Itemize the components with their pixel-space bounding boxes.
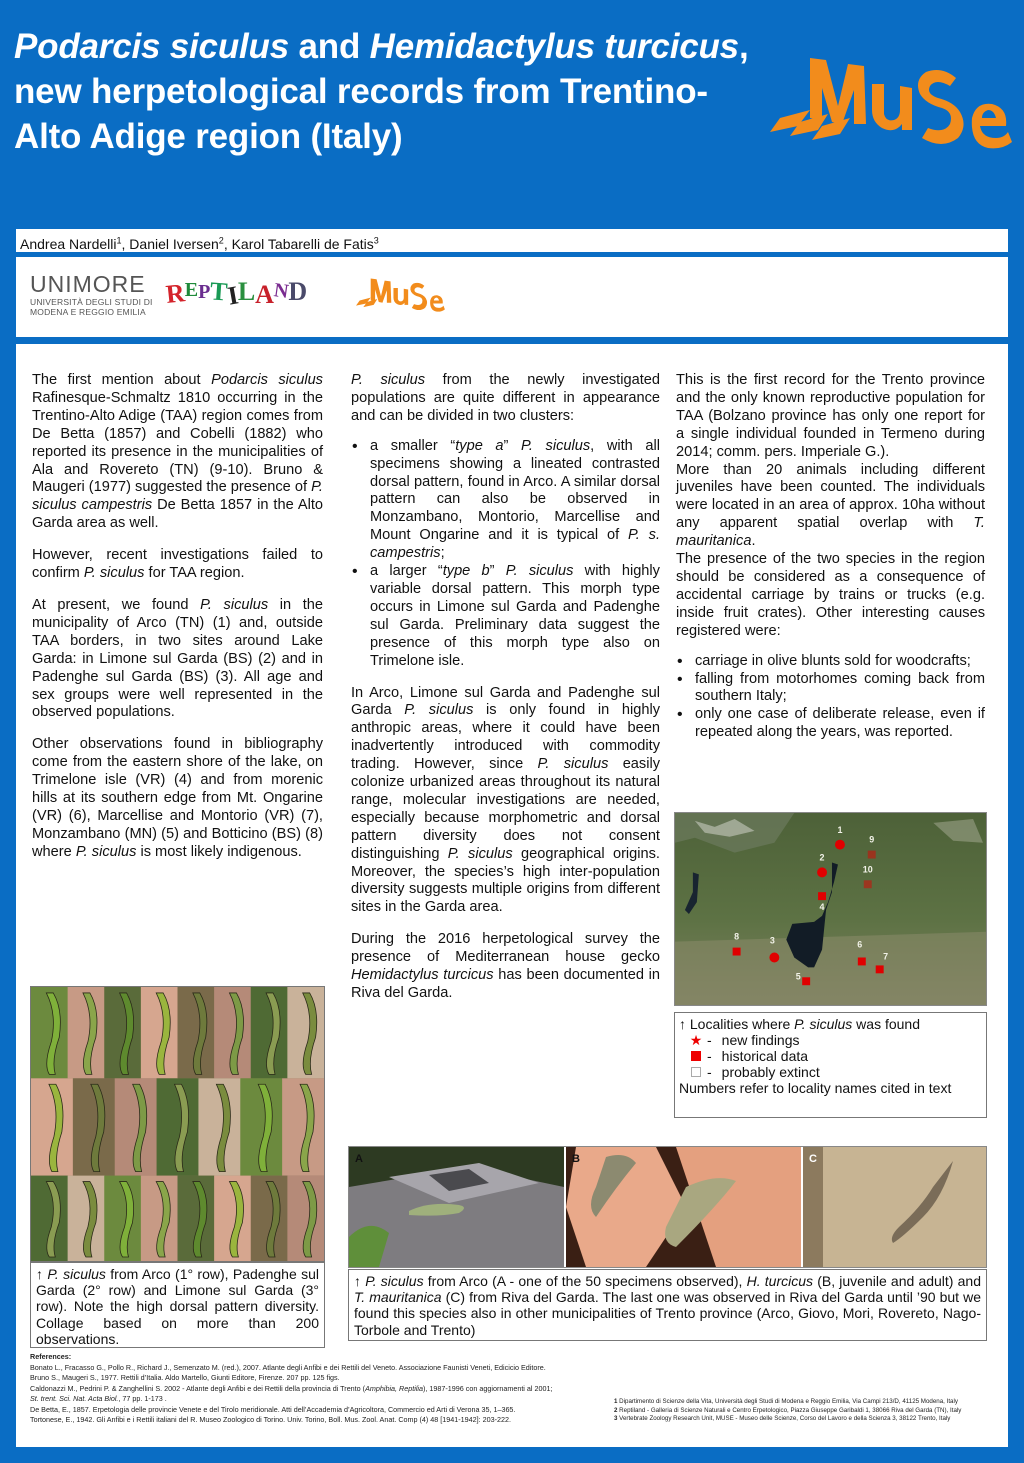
- map-marker-label: 3: [769, 935, 775, 946]
- map-marker-label: 6: [857, 939, 863, 950]
- photo-b-hemidactylus: [566, 1147, 801, 1267]
- collage-caption: ↑ P. siculus from Arco (1° row), Padenghe sul Garda (2° row) and Limone sul Garda (3° row). Note the high dorsal pattern diversity. Collage based on more than 200 observations.: [30, 1262, 325, 1348]
- reptiland-logo: REPTILAND: [164, 276, 308, 311]
- author-2: Daniel Iversen$^2$,: [129, 235, 232, 252]
- affiliation-3: 3 Vertebrate Zoology Research Unit, MUSE - Museo delle Scienze, Corso del Lavoro e della Scienza 3, 38122 Trento, Italy: [614, 1415, 951, 1422]
- cluster-type-b: • a larger “type b” P. siculus with highly variable dorsal pattern. This morph type occurs in Limone sul Garda and Padenghe sul Garda. Preliminary data suggest the presence of this morph type also on Trimelone isle.: [351, 563, 660, 670]
- other-observations-paragraph: Other observations found in bibliography come from the eastern shore of the lake, on Trimelone isle (VR) (4) and from morenic hills at its southern edge from Mt. Ongarine (VR) (6), Marcellise and Montorio (VR) (7), Monzambano (MN) (5) and Botticino (BS) (8) where P. siculus is most likely indigenous.: [32, 736, 323, 860]
- legend-probably-extinct: - probably extinct: [679, 1064, 982, 1080]
- affiliation-1: 1 Dipartimento di Scienze della Vita, Università degli Studi di Modena e Reggio Emilia, Via Campi 213/D, 41125 Modena, Italy: [614, 1398, 958, 1405]
- legend-note: Numbers refer to locality names cited in text: [679, 1080, 952, 1096]
- photo-b-image: [566, 1147, 801, 1267]
- filled-square-icon: [691, 1051, 701, 1061]
- title-species-1: Podarcis siculus: [14, 27, 289, 66]
- photo-a-podarcis: [349, 1147, 564, 1267]
- clusters-list: [351, 438, 660, 671]
- lizard-collage-image: [30, 986, 325, 1262]
- animals-counted-paragraph: More than 20 animals including different juveniles have been counted. The individuals were located in an area of approx. 10ha without any apparent spatial overlap with T. mauritanica.: [676, 461, 985, 550]
- logo-bar: [16, 257, 1008, 337]
- anthropic-areas-paragraph: In Arco, Limone sul Garda and Padenghe sul Garda P. siculus is only found in highly anthropic areas, where it could have been inadvertently introduced with commodity trading. However, since P. siculus easily colonize urbanized areas throughout its natural range, molecular investigations are needed, especially because morphometric and dorsal pattern diversity does not consent distinguishing P. siculus geographical origins. Moreover, the species’s high inter-population diversity suggests multiple origins from different sites in the Garda area.: [351, 684, 660, 916]
- photo-label-b: B: [572, 1153, 580, 1165]
- authors-bar: [16, 229, 1008, 252]
- legend-title: ↑ Localities where P. siculus was found: [679, 1016, 920, 1032]
- cause-item: • falling from motorhomes coming back from southern Italy;: [676, 671, 985, 707]
- map-marker-label: 10: [862, 864, 873, 875]
- references: [30, 1352, 590, 1426]
- map-marker-8: [733, 948, 741, 956]
- photo-c-tarentola: [803, 1147, 986, 1267]
- gecko-survey-paragraph: During the 2016 herpetological survey the presence of Mediterranean house gecko Hemidactylus turcicus has been documented in Riva del Garda.: [351, 931, 660, 1001]
- author-1: Andrea Nardelli$^1$,: [20, 235, 130, 252]
- reference-item: Tortonese, E., 1942. Gli Anfibi e i Rettili italiani del R. Museo Zoologico di Torino. Univ. Torino, Boll. Mus. Zool. Anat. Comp (4) 48 [1941-1942]: 203-222.: [30, 1415, 512, 1424]
- map-marker-10: [864, 880, 872, 888]
- legend-historical-data: - historical data: [679, 1048, 982, 1064]
- map-marker-3: [769, 953, 779, 963]
- failed-confirmation-paragraph: However, recent investigations failed to confirm P. siculus for TAA region.: [32, 547, 323, 582]
- cluster-type-a: • a smaller “type a” P. siculus, with all specimens showing a lineated contrasted dorsal pattern, found in Arco. A similar dorsal pattern can also be observed in Monzambano, Montorio, Marcellise and Mount Ongarine and it is typical of P. s. campestris;: [351, 438, 660, 563]
- cause-item: • carriage in olive blunts sold for woodcrafts;: [676, 653, 985, 671]
- first-record-paragraph: This is the first record for the Trento province and the only known reproductive population for TAA (Bolzano province has only one report for a single individual founded in Termeno during 2014; comm. pers. Imperiale G.).: [676, 372, 985, 460]
- photo-a-image: [349, 1147, 564, 1267]
- present-findings-paragraph: At present, we found P. siculus in the municipality of Arco (TN) (1) and, outside TAA borders, in two sites around Lake Garda: in Limone sul Garda (BS) (2) and in Padenghe sul Garda (BS) (3). All age and sex groups were well represented in the observed populations.: [32, 596, 323, 721]
- affiliation-2: 2 Reptiland - Galleria di Scienze Naturali e Centro Erpetologico, Piazza Giuseppe Garibaldi 1, 38066 Riva del Garda (TN), Italy: [614, 1406, 962, 1414]
- photo-strip-caption: ↑ P. siculus from Arco (A - one of the 50 specimens observed), H. turcicus (B, juvenile and adult) and T. mauritanica (C) from Riva del Garda. The last one was observed in Riva del Garda until ’90 but we found this species also in other municipalities of Trento province (Arco, Giovo, Mori, Rovereto, Nago-Torbole and Trento): [348, 1269, 987, 1341]
- map-marker-label: 1: [837, 824, 843, 835]
- title-species-2: Hemidactylus turcicus: [369, 27, 739, 66]
- title-rest: , new herpetological records from Trentino-Alto Adige region (Italy): [14, 27, 749, 156]
- map-marker-2: [817, 867, 827, 877]
- poster-title: [14, 24, 754, 159]
- carriage-paragraph: The presence of the two species in the region should be considered as a consequence of accidental carriage by trains or trucks (e.g. inside fruit crates). Other interesting causes registered were:: [676, 551, 985, 639]
- reference-item: Caldonazzi M., Pedrini P. & Zanghellini S. 2002 - Atlante degli Anfibi e dei Rettili della provincia di Trento (Amphibia, Reptilia), 1987-1996 con aggiornamenti al 2001;: [30, 1383, 553, 1393]
- column-2: [351, 372, 660, 1017]
- map-marker-1: [835, 840, 845, 850]
- map-legend: [674, 1012, 987, 1118]
- map-marker-label: 4: [819, 902, 825, 912]
- muse-logo-large: [770, 48, 1015, 158]
- reference-item: Bruno S., Maugeri S., 1977. Rettili d’Italia. Aldo Martello, Giunti Editore, Firenze. 207 pp. 125 figs.: [30, 1373, 340, 1382]
- photo-label-a: A: [355, 1153, 363, 1165]
- cause-item: • only one case of deliberate release, even if repeated along the years, was reported.: [676, 706, 985, 742]
- map-marker-label: 7: [883, 951, 889, 962]
- causes-list: [676, 653, 985, 743]
- column-3: [676, 372, 985, 756]
- intro-paragraph: The first mention about Podarcis siculus Rafinesque-Schmaltz 1810 occurring in the Trentino-Alto Adige (TAA) region comes from De Betta (1857) and Cobelli (1882) who reported its presence in the municipalities of Ala and Rovereto (TN) (9-10). Bruno & Maugeri (1977) suggested the presence of P. siculus campestris De Betta 1857 in the Alto Garda area as well.: [32, 372, 324, 532]
- map-marker-label: 9: [869, 834, 875, 845]
- map-marker-label: 2: [819, 852, 825, 863]
- star-icon: ★: [689, 1032, 703, 1048]
- muse-logo-small: [356, 271, 446, 319]
- empty-square-icon: [691, 1067, 701, 1077]
- map-marker-6: [858, 957, 866, 965]
- column-1: [32, 372, 323, 876]
- reference-item: De Betta, E., 1857. Erpetologia delle provincie Venete e del Tirolo meridionale. Atti dell’Accademia d’Agricoltora, Commercio ed Arti di Verona 35, 1–365.: [30, 1404, 516, 1414]
- photo-label-c: C: [809, 1153, 817, 1165]
- species-photo-strip: [348, 1146, 987, 1268]
- clusters-paragraph: P. siculus from the newly investigated populations are quite different in appearance and can be divided in two clusters:: [351, 372, 660, 424]
- garda-locality-map: [674, 812, 987, 1006]
- legend-new-findings: ★ - new findings: [679, 1032, 982, 1048]
- map-marker-label: 8: [734, 931, 740, 942]
- map-marker-4: [818, 892, 826, 900]
- map-marker-7: [876, 965, 884, 973]
- map-marker-5: [802, 977, 810, 985]
- map-marker-9: [868, 851, 876, 859]
- title-and: and: [288, 27, 370, 66]
- poster-body: [16, 344, 1008, 1447]
- reference-item: St. trent. Sci. Nat. Acta Biol., 77 pp. 1-173 .: [30, 1394, 167, 1403]
- references-heading: References:: [30, 1352, 72, 1361]
- map-marker-label: 5: [795, 971, 801, 982]
- reference-item: Bonato L., Fracasso G., Pollo R., Richard J., Semenzato M. (red.), 2007. Atlante degli Anfibi e dei Rettili del Veneto. Associazione Faunisti Veneti, Edicicio Editore.: [30, 1362, 546, 1372]
- photo-c-image: [803, 1147, 986, 1267]
- affiliations: [614, 1398, 1004, 1424]
- author-3: Karol Tabarelli de Fatis$^3$: [231, 235, 379, 252]
- unimore-logo: UNIMORE UNIVERSITÀ DEGLI STUDI DI MODENA E REGGIO EMILIA: [30, 271, 153, 317]
